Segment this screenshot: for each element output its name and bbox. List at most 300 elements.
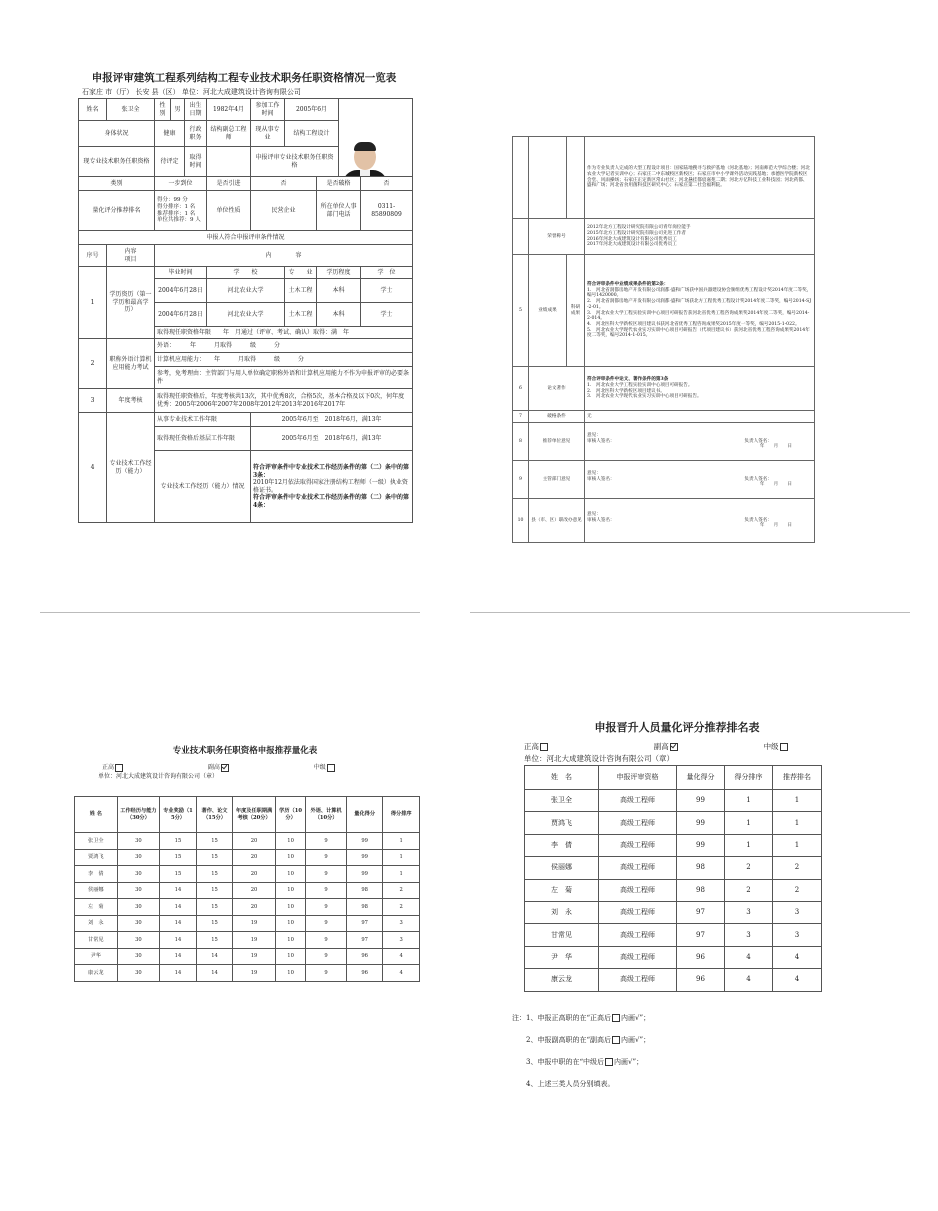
- score-rank: 2: [383, 899, 420, 916]
- cell-label: 内 容: [155, 245, 413, 267]
- total-score: 96: [346, 965, 383, 982]
- qualification: 高级工程师: [599, 879, 677, 901]
- unit-line: 单位：河北大成建筑设计咨询有限公司（章）: [524, 754, 674, 763]
- exemption-note: 参考，免考理由：主管部门与用人单位确定职称外语和计算机应用能力不作为申报评审的必要条件: [155, 367, 413, 389]
- health: 健康: [155, 121, 185, 147]
- achievement-item: 2. 河北省润都房地产开发有限公司润都·盛和广场获北方工程优秀工程设计奖2014年度二等奖，编号2014-SJ-2-01。: [587, 299, 812, 310]
- total-score: 97: [677, 924, 725, 946]
- person-name: 李 倩: [525, 834, 599, 856]
- language-score: 9: [306, 833, 347, 850]
- table-row: [75, 915, 420, 932]
- cell-label: 主管部门意见: [529, 461, 585, 499]
- review-score: 19: [233, 932, 276, 949]
- table-row: [525, 834, 822, 856]
- column-header: 专 业: [285, 267, 317, 279]
- cell-label: 论文著作: [529, 367, 585, 411]
- admin-position: 结构副总工程师: [207, 121, 251, 147]
- cell-label: 所在单位人事部门电话: [317, 191, 361, 231]
- language-score: 9: [306, 882, 347, 899]
- language-score: 9: [306, 899, 347, 916]
- paper-score: 15: [196, 849, 233, 866]
- person-name: 贾鸿飞: [75, 849, 118, 866]
- paper-score: 14: [196, 948, 233, 965]
- page-title: 申报评审建筑工程系列结构工程专业技术职务任职资格情况一览表: [91, 72, 397, 84]
- score-rank: 1: [725, 812, 773, 834]
- person-name: 甘常见: [75, 932, 118, 949]
- score-rank: 3: [725, 901, 773, 923]
- language-score: 9: [306, 849, 347, 866]
- opinion-block: [585, 423, 815, 461]
- rank-label: 正高: [102, 764, 115, 771]
- graduation-date: 2004年6月28日: [155, 279, 207, 303]
- cell-label: 行政职务: [185, 121, 207, 147]
- cell-label: 是否引进: [207, 177, 251, 191]
- education-score: 10: [275, 932, 305, 949]
- score-summary: [155, 191, 207, 231]
- table-row: [525, 857, 822, 879]
- language-score: 9: [306, 866, 347, 883]
- table-row: [525, 946, 822, 968]
- score-rank: 4: [383, 965, 420, 982]
- total-score: 96: [677, 969, 725, 991]
- language-score: 9: [306, 915, 347, 932]
- checkbox-icon: [612, 1014, 620, 1022]
- exception-condition: 无: [585, 411, 815, 423]
- column-header: 姓 名: [525, 766, 599, 790]
- checkbox-icon: [605, 1058, 613, 1066]
- award-score: 15: [160, 849, 197, 866]
- person-name: 刘 永: [75, 915, 118, 932]
- leader-signature: 负责人签名：: [744, 517, 772, 523]
- cell-label: 年度考核: [107, 389, 155, 413]
- cell-label: 现专业技术职务任职资格: [79, 147, 155, 177]
- honor-item: 2016年河北大成建筑设计有限公司优秀员工: [587, 236, 677, 242]
- cell-label: 荣誉称号: [529, 219, 585, 255]
- opinion-block: [585, 499, 815, 543]
- rank-label: 中级: [763, 742, 779, 751]
- education-level: 本科: [317, 279, 361, 303]
- degree: 学士: [361, 303, 413, 327]
- leader-signature: 负责人签名：: [744, 438, 772, 444]
- ranking-table: [524, 765, 822, 992]
- honor-item: 2017年河北大成建筑设计有限公司优秀员工: [587, 242, 677, 248]
- total-score: 97: [346, 915, 383, 932]
- total-score: 96: [346, 948, 383, 965]
- school: 河北农业大学: [207, 279, 285, 303]
- reviewer-signature: 审核人签名：: [587, 438, 615, 444]
- work-score: 30: [117, 849, 160, 866]
- person-name: 左 菊: [75, 899, 118, 916]
- work-score: 30: [117, 965, 160, 982]
- paper-item: 3. 河北农业大学现代农业实习实训中心项目可研报告。: [587, 394, 702, 400]
- applicant-name: 张卫全: [107, 99, 155, 121]
- opinion-label: 意见：: [587, 511, 601, 517]
- applicant-info-sheet: [74, 62, 414, 582]
- review-score: 20: [233, 866, 276, 883]
- cell-label: 取得时间: [185, 147, 207, 177]
- review-score: 20: [233, 849, 276, 866]
- table-row: [75, 866, 420, 883]
- person-name: 左 菊: [525, 879, 599, 901]
- language-score: 9: [306, 948, 347, 965]
- qualification: 高级工程师: [599, 946, 677, 968]
- achievement-list: [585, 255, 815, 367]
- note-text: 内画√”；: [621, 1036, 651, 1044]
- work-years: 2005年6月至 2018年6月，满13年: [251, 413, 413, 427]
- total-score: 96: [677, 946, 725, 968]
- major: 土木工程: [285, 279, 317, 303]
- quantification-table: [74, 796, 420, 982]
- introduced-value: 否: [251, 177, 317, 191]
- page-title: 专业技术职务任职资格申报推荐量化表: [172, 746, 318, 756]
- cell-label: 学历资历（第一学历和最高学历）: [107, 267, 155, 339]
- section-title: 申报人符合申报评审条件情况: [79, 231, 413, 245]
- note-text: 内画√”；: [614, 1058, 644, 1066]
- honor-item: 2012年北方工程设计研究院有限公司青年岗位能手: [587, 225, 691, 231]
- cell-label: 身体状况: [79, 121, 155, 147]
- achievement-item: 3. 河北农业大学工程实验实训中心项目可研报告获河北省优秀工程咨询成果奖2014年度二等奖，编号2014-2-014。: [587, 310, 810, 322]
- review-score: 19: [233, 915, 276, 932]
- qualification: 高级工程师: [599, 924, 677, 946]
- score-rank: 4: [383, 948, 420, 965]
- column-header: 量化得分: [346, 797, 383, 833]
- paper-score: 15: [196, 899, 233, 916]
- score-rank: 2: [725, 857, 773, 879]
- education-level: 本科: [317, 303, 361, 327]
- achievement-item: 5. 河北农业大学现代农业实习实训中心项目可研报告（代项目建议书）获河北省优秀工程咨询成果奖2014年度二等奖，编号2014-1-015。: [587, 327, 810, 339]
- blank-cell: [513, 219, 529, 255]
- condition-heading: 符合评审条件中专业技术工作经历条件的第（二）条中的第3条：: [253, 464, 410, 479]
- paper-score: 15: [196, 833, 233, 850]
- score-rank: 2: [725, 879, 773, 901]
- score-rank: 3: [725, 924, 773, 946]
- education-score: 10: [275, 882, 305, 899]
- score-rank: 2: [383, 882, 420, 899]
- person-name: 尹华: [75, 948, 118, 965]
- cell-label: 量化评分推荐排名: [79, 191, 155, 231]
- language-score: 9: [306, 932, 347, 949]
- total-score: 98: [346, 899, 383, 916]
- achievement-heading: 符合评审条件中业绩成果条件的第2条：: [587, 281, 669, 287]
- blank-cell: [567, 137, 585, 219]
- cell-label: 业绩成果: [529, 255, 567, 367]
- paper-score: 15: [196, 866, 233, 883]
- person-name: 侯丽娜: [75, 882, 118, 899]
- cell-label: 现从事专业: [251, 121, 285, 147]
- table-row: [75, 849, 420, 866]
- row-number: 6: [513, 367, 529, 411]
- award-score: 15: [160, 833, 197, 850]
- annual-review-text: 取得现任职资格后，年度考核共13次，其中优秀8次，合格5次，基本合格及以下0次，何年度优秀：2005年2006年2007年2008年2012年2013年2016年2017年: [155, 389, 413, 413]
- major: 土木工程: [285, 303, 317, 327]
- quantification-sheet: [70, 740, 420, 1000]
- award-score: 14: [160, 965, 197, 982]
- qualification-date: [207, 147, 251, 177]
- condition-heading: 符合评审条件中专业技术工作经历条件的第（二）条中的第4条：: [253, 494, 410, 509]
- birth-date: 1982年4月: [207, 99, 251, 121]
- column-header: 外语、计算机（10分）: [306, 797, 347, 833]
- current-specialty: 结构工程设计: [285, 121, 339, 147]
- award-score: 14: [160, 899, 197, 916]
- note-text: 4、上述三类人员分别填表。: [526, 1080, 615, 1088]
- row-number: 7: [513, 411, 529, 423]
- blank-cell: [513, 137, 529, 219]
- total-score: 97: [346, 932, 383, 949]
- table-row: [525, 924, 822, 946]
- person-name: 张卫全: [75, 833, 118, 850]
- language-score: 9: [306, 965, 347, 982]
- row-number: 5: [513, 255, 529, 367]
- paper-score: 14: [196, 965, 233, 982]
- paper-heading: 符合评审条件中论文、著作条件的第3条: [587, 377, 669, 383]
- person-name: 尹 华: [525, 946, 599, 968]
- gender: 男: [171, 99, 185, 121]
- checkbox-icon: [612, 1036, 620, 1044]
- total-score: 98: [677, 857, 725, 879]
- opinion-block: [585, 461, 815, 499]
- paper-item: 1. 河北农业大学工程实验实训中心项目可研报告。: [587, 382, 693, 388]
- graduation-date: 2004年6月28日: [155, 303, 207, 327]
- table-row: [525, 879, 822, 901]
- row-number: 4: [79, 413, 107, 523]
- cell-label: 单位性质: [207, 191, 251, 231]
- person-name: 刘 永: [525, 901, 599, 923]
- note-text: 内画√”；: [621, 1014, 651, 1022]
- project-list: 作为专业负责人完成的大型工程设计项目：国家陆地搜寻与救护基地（河北基地）；河南师范大学综合楼；河北农业大学记者实训中心；石家庄二中东城校区新校区；石家庄市中小学课外活动实践基地；承德医学院新校区会堂、风雨操场；石家庄正定新区常山社区；河北悬挂都宸嘉苑二期；河北方亿科技工业科技园；河北药都、盛和广场；河北省食用菌科技区研究中心；石家庄第二社会福利院。: [585, 137, 815, 219]
- table-row: [525, 969, 822, 991]
- recommend-rank: 2: [773, 879, 822, 901]
- score-rank: 1: [383, 866, 420, 883]
- education-score: 10: [275, 948, 305, 965]
- applicant-info-table: [78, 98, 413, 523]
- total-score: 99: [677, 790, 725, 812]
- ranking-sheet: [512, 715, 842, 1095]
- recommend-rank: 4: [773, 946, 822, 968]
- qualification: 高级工程师: [599, 901, 677, 923]
- column-header: 年度及任职期满考核（20分）: [233, 797, 276, 833]
- total-score: 97: [677, 901, 725, 923]
- review-score: 20: [233, 882, 276, 899]
- total-score: 99: [677, 834, 725, 856]
- table-row: [525, 901, 822, 923]
- education-score: 10: [275, 899, 305, 916]
- cell-label: 推荐单位意见: [529, 423, 585, 461]
- review-score: 20: [233, 833, 276, 850]
- work-start-date: 2005年6月: [285, 99, 339, 121]
- cell-label: 破格条件: [529, 411, 585, 423]
- achievement-item: 1. 河北省润都房地产开发有限公司润都·盛和广场获中国兵器建设协会颁组优秀工程设计奖2014年度二等奖，编号1420000。: [587, 287, 812, 299]
- cell-label: 性别: [155, 99, 171, 121]
- condition-detail: 2010年12月依法取得国家注册结构工程师（一级）执业资格证书。: [253, 479, 408, 494]
- work-score: 30: [117, 932, 160, 949]
- row-number: 3: [79, 389, 107, 413]
- opinion-date: 年 月 日: [759, 444, 792, 450]
- row-number: 2: [79, 339, 107, 389]
- column-header: 著作、论文（15分）: [196, 797, 233, 833]
- tenure-line: 取得现任职资格年限 年 月通过（评审、考试、确认）取得：满 年: [155, 327, 413, 339]
- column-header: 学历程度: [317, 267, 361, 279]
- work-score: 30: [117, 899, 160, 916]
- computer-line: 计算机应用能力： 年 月取得 级 分: [155, 353, 413, 367]
- school: 河北农业大学: [207, 303, 285, 327]
- grassroots-years: 2005年6月至 2018年6月，满13年: [251, 427, 413, 451]
- award-score: 14: [160, 932, 197, 949]
- review-score: 19: [233, 948, 276, 965]
- score-rank: 3: [383, 915, 420, 932]
- column-header: 得分排序: [725, 766, 773, 790]
- column-header: 工作经历与能力（30分）: [117, 797, 160, 833]
- blank-cell: [529, 137, 567, 219]
- cell-label: 是否破格: [317, 177, 361, 191]
- achievement-sheet: [512, 136, 814, 576]
- education-score: 10: [275, 965, 305, 982]
- note-text: 2、申报副高职的在“副高后: [526, 1036, 612, 1044]
- opinion-label: 意见：: [587, 470, 601, 476]
- qualification: 高级工程师: [599, 857, 677, 879]
- work-score: 30: [117, 948, 160, 965]
- award-score: 14: [160, 915, 197, 932]
- checked-checkbox-icon: [221, 764, 229, 772]
- total-score: 99: [346, 849, 383, 866]
- person-name: 贾鸿飞: [525, 812, 599, 834]
- applicant-photo: [339, 99, 413, 177]
- row-number: 8: [513, 423, 529, 461]
- row-number: 1: [79, 267, 107, 339]
- rank-label: 副高: [207, 764, 220, 771]
- unit-nature: 民营企业: [251, 191, 317, 231]
- paper-score: 15: [196, 915, 233, 932]
- person-name: 康云龙: [525, 969, 599, 991]
- recommend-rank: 1: [773, 834, 822, 856]
- score-rank: 4: [725, 969, 773, 991]
- education-score: 10: [275, 866, 305, 883]
- recommend-rank: 4: [773, 969, 822, 991]
- cell-label: 县（市、区）职改办意见: [529, 499, 585, 543]
- rank-options: [524, 741, 824, 752]
- total-score: 99: [346, 866, 383, 883]
- table-row: [75, 833, 420, 850]
- work-score: 30: [117, 882, 160, 899]
- recommend-rank: 3: [773, 901, 822, 923]
- recommend-rank: 1: [773, 790, 822, 812]
- cell-label: 类别: [79, 177, 155, 191]
- table-row: [75, 882, 420, 899]
- award-score: 14: [160, 882, 197, 899]
- reviewer-signature: 审核人签名：: [587, 476, 615, 482]
- score-line: 得分排序：1 名: [157, 203, 196, 210]
- opinion-date: 年 月 日: [759, 482, 792, 488]
- cell-label: 序号: [79, 245, 107, 267]
- cell-label: 申报评审专业技术职务任职资格: [251, 147, 339, 177]
- table-row: [75, 899, 420, 916]
- cell-label: 职称外语计算机应用能力考试: [107, 339, 155, 389]
- score-line: 推荐排序：1 名: [157, 210, 196, 217]
- column-header: 学 位: [361, 267, 413, 279]
- review-score: 19: [233, 965, 276, 982]
- achievement-item: 4. 河北医科大学新校区项目建议书获河北省优秀工程咨询成果奖2015年度一等奖，编号2015-1-022。: [587, 321, 800, 327]
- work-score: 30: [117, 866, 160, 883]
- sheet-edge: [470, 612, 910, 613]
- checkbox-icon: [327, 764, 335, 772]
- person-name: 侯丽娜: [525, 857, 599, 879]
- table-row: [75, 965, 420, 982]
- person-name: 甘常见: [525, 924, 599, 946]
- person-name: 张卫全: [525, 790, 599, 812]
- work-score: 30: [117, 833, 160, 850]
- checked-checkbox-icon: [670, 743, 678, 751]
- cell-label: 参加工作时间: [251, 99, 285, 121]
- award-score: 15: [160, 866, 197, 883]
- column-header: 量化得分: [677, 766, 725, 790]
- checkbox-icon: [780, 743, 788, 751]
- sheet-edge: [40, 612, 420, 613]
- qualification: 高级工程师: [599, 812, 677, 834]
- paper-list: [585, 367, 815, 411]
- foreign-language-line: 外语： 年 月取得 级 分: [155, 339, 413, 353]
- category-value: 一步到位: [155, 177, 207, 191]
- cell-label: 科研成果: [567, 255, 585, 367]
- qualification: 高级工程师: [599, 969, 677, 991]
- cell-label: 从事专业技术工作年限: [155, 413, 251, 427]
- cell-label: 专业技术工作经历（能力）: [107, 413, 155, 523]
- column-header: 申报评审资格: [599, 766, 677, 790]
- column-header: 学 校: [207, 267, 285, 279]
- exception-value: 否: [361, 177, 413, 191]
- column-header: 得分排序: [383, 797, 420, 833]
- total-score: 98: [677, 879, 725, 901]
- table-row: [525, 812, 822, 834]
- total-score: 98: [346, 882, 383, 899]
- honors-list: [585, 219, 815, 255]
- page-title: 申报晋升人员量化评分推荐排名表: [594, 721, 760, 734]
- qualification: 高级工程师: [599, 834, 677, 856]
- paper-item: 2. 河北医科大学新校区项目建议书。: [587, 388, 665, 394]
- score-rank: 3: [383, 932, 420, 949]
- table-row: [525, 790, 822, 812]
- score-rank: 1: [725, 834, 773, 856]
- notes: [512, 1007, 650, 1095]
- column-header: 姓 名: [75, 797, 118, 833]
- score-line: 单位共推荐：9 人: [157, 217, 201, 224]
- unit-line: 单位：河北大成建筑设计咨询有限公司（章）: [98, 773, 219, 780]
- row-number: 10: [513, 499, 529, 543]
- cell-label: 专业技术工作经历（能力）情况: [155, 451, 251, 523]
- rank-label: 副高: [653, 742, 669, 751]
- degree: 学士: [361, 279, 413, 303]
- award-score: 14: [160, 948, 197, 965]
- cell-label: 取得现任资格后基层工作年限: [155, 427, 251, 451]
- work-score: 30: [117, 915, 160, 932]
- total-score: 99: [346, 833, 383, 850]
- cell-label: 出生日期: [185, 99, 207, 121]
- rank-label: 正高: [524, 742, 539, 751]
- recommend-rank: 3: [773, 924, 822, 946]
- recommend-rank: 2: [773, 857, 822, 879]
- cell-label: 内容 项目: [107, 245, 155, 267]
- leader-signature: 负责人签名：: [744, 476, 772, 482]
- person-name: 康云龙: [75, 965, 118, 982]
- person-name: 李 倩: [75, 866, 118, 883]
- column-header: 推荐排名: [773, 766, 822, 790]
- score-rank: 1: [383, 849, 420, 866]
- hr-phone: 0311-85890809: [361, 191, 413, 231]
- education-score: 10: [275, 833, 305, 850]
- cell-label: 姓名: [79, 99, 107, 121]
- column-header: 学历（10分）: [275, 797, 305, 833]
- note-text: 注：1、申报正高职的在“正高后: [512, 1014, 612, 1022]
- achievement-table: [512, 136, 815, 543]
- row-number: 9: [513, 461, 529, 499]
